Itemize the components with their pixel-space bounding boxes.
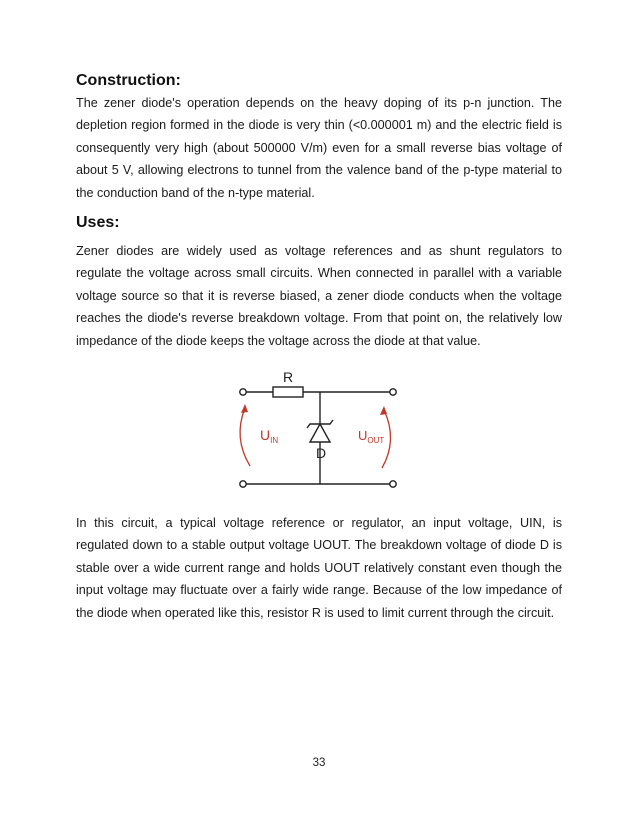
construction-paragraph: The zener diode's operation depends on the heavy doping of its p-n junction. The depletion region formed in the diode is very thin (<0.000001 m) and the electric field is consequently very high (about 500000 V/m) even for a small reverse bias voltage of about 5 V, allowing electrons to tunnel from the valence band of the p-type material to the conduction band of the n-type material. — [76, 96, 562, 200]
output-arrow-head — [380, 406, 387, 415]
resistor-label: R — [282, 369, 294, 385]
uses-heading: Uses: — [76, 214, 120, 231]
output-top-terminal — [390, 389, 396, 395]
construction-heading: Construction: — [76, 72, 181, 89]
zener-diode-d — [310, 424, 330, 442]
input-top-terminal — [240, 389, 246, 395]
input-voltage-label: $U_{IN}$ — [260, 427, 279, 445]
explanation-paragraph: In this circuit, a typical voltage reference or regulator, an input voltage, UIN, is regulated down to a stable output voltage UOUT. The breakdown voltage of diode D is stable over a wide current range and holds UOUT relatively constant even though the input voltage may fluctuate over a fairly wide range. Because of the low impedance of the diode when operated like this, resistor R is used to limit current through the circuit. — [76, 516, 562, 620]
uses-paragraph: Zener diodes are widely used as voltage references and as shunt regulators to regulate the voltage across small circuits. When connected in parallel with a variable voltage source so that it is reverse biased, a zener diode conducts when the voltage reaches the diode's reverse breakdown voltage. From that point on, the relatively low impedance of the diode keeps the voltage across the diode at that value. — [76, 244, 562, 348]
input-voltage-arrow — [240, 408, 250, 466]
input-bottom-terminal — [240, 481, 246, 487]
resistor-r — [273, 387, 303, 397]
output-bottom-terminal — [390, 481, 396, 487]
diode-label: D — [315, 445, 327, 461]
page-number: 33 — [312, 757, 326, 769]
input-arrow-head — [241, 404, 248, 413]
zener-regulator-circuit-diagram — [230, 368, 410, 493]
output-voltage-label: $U_{OUT}$ — [358, 428, 385, 445]
